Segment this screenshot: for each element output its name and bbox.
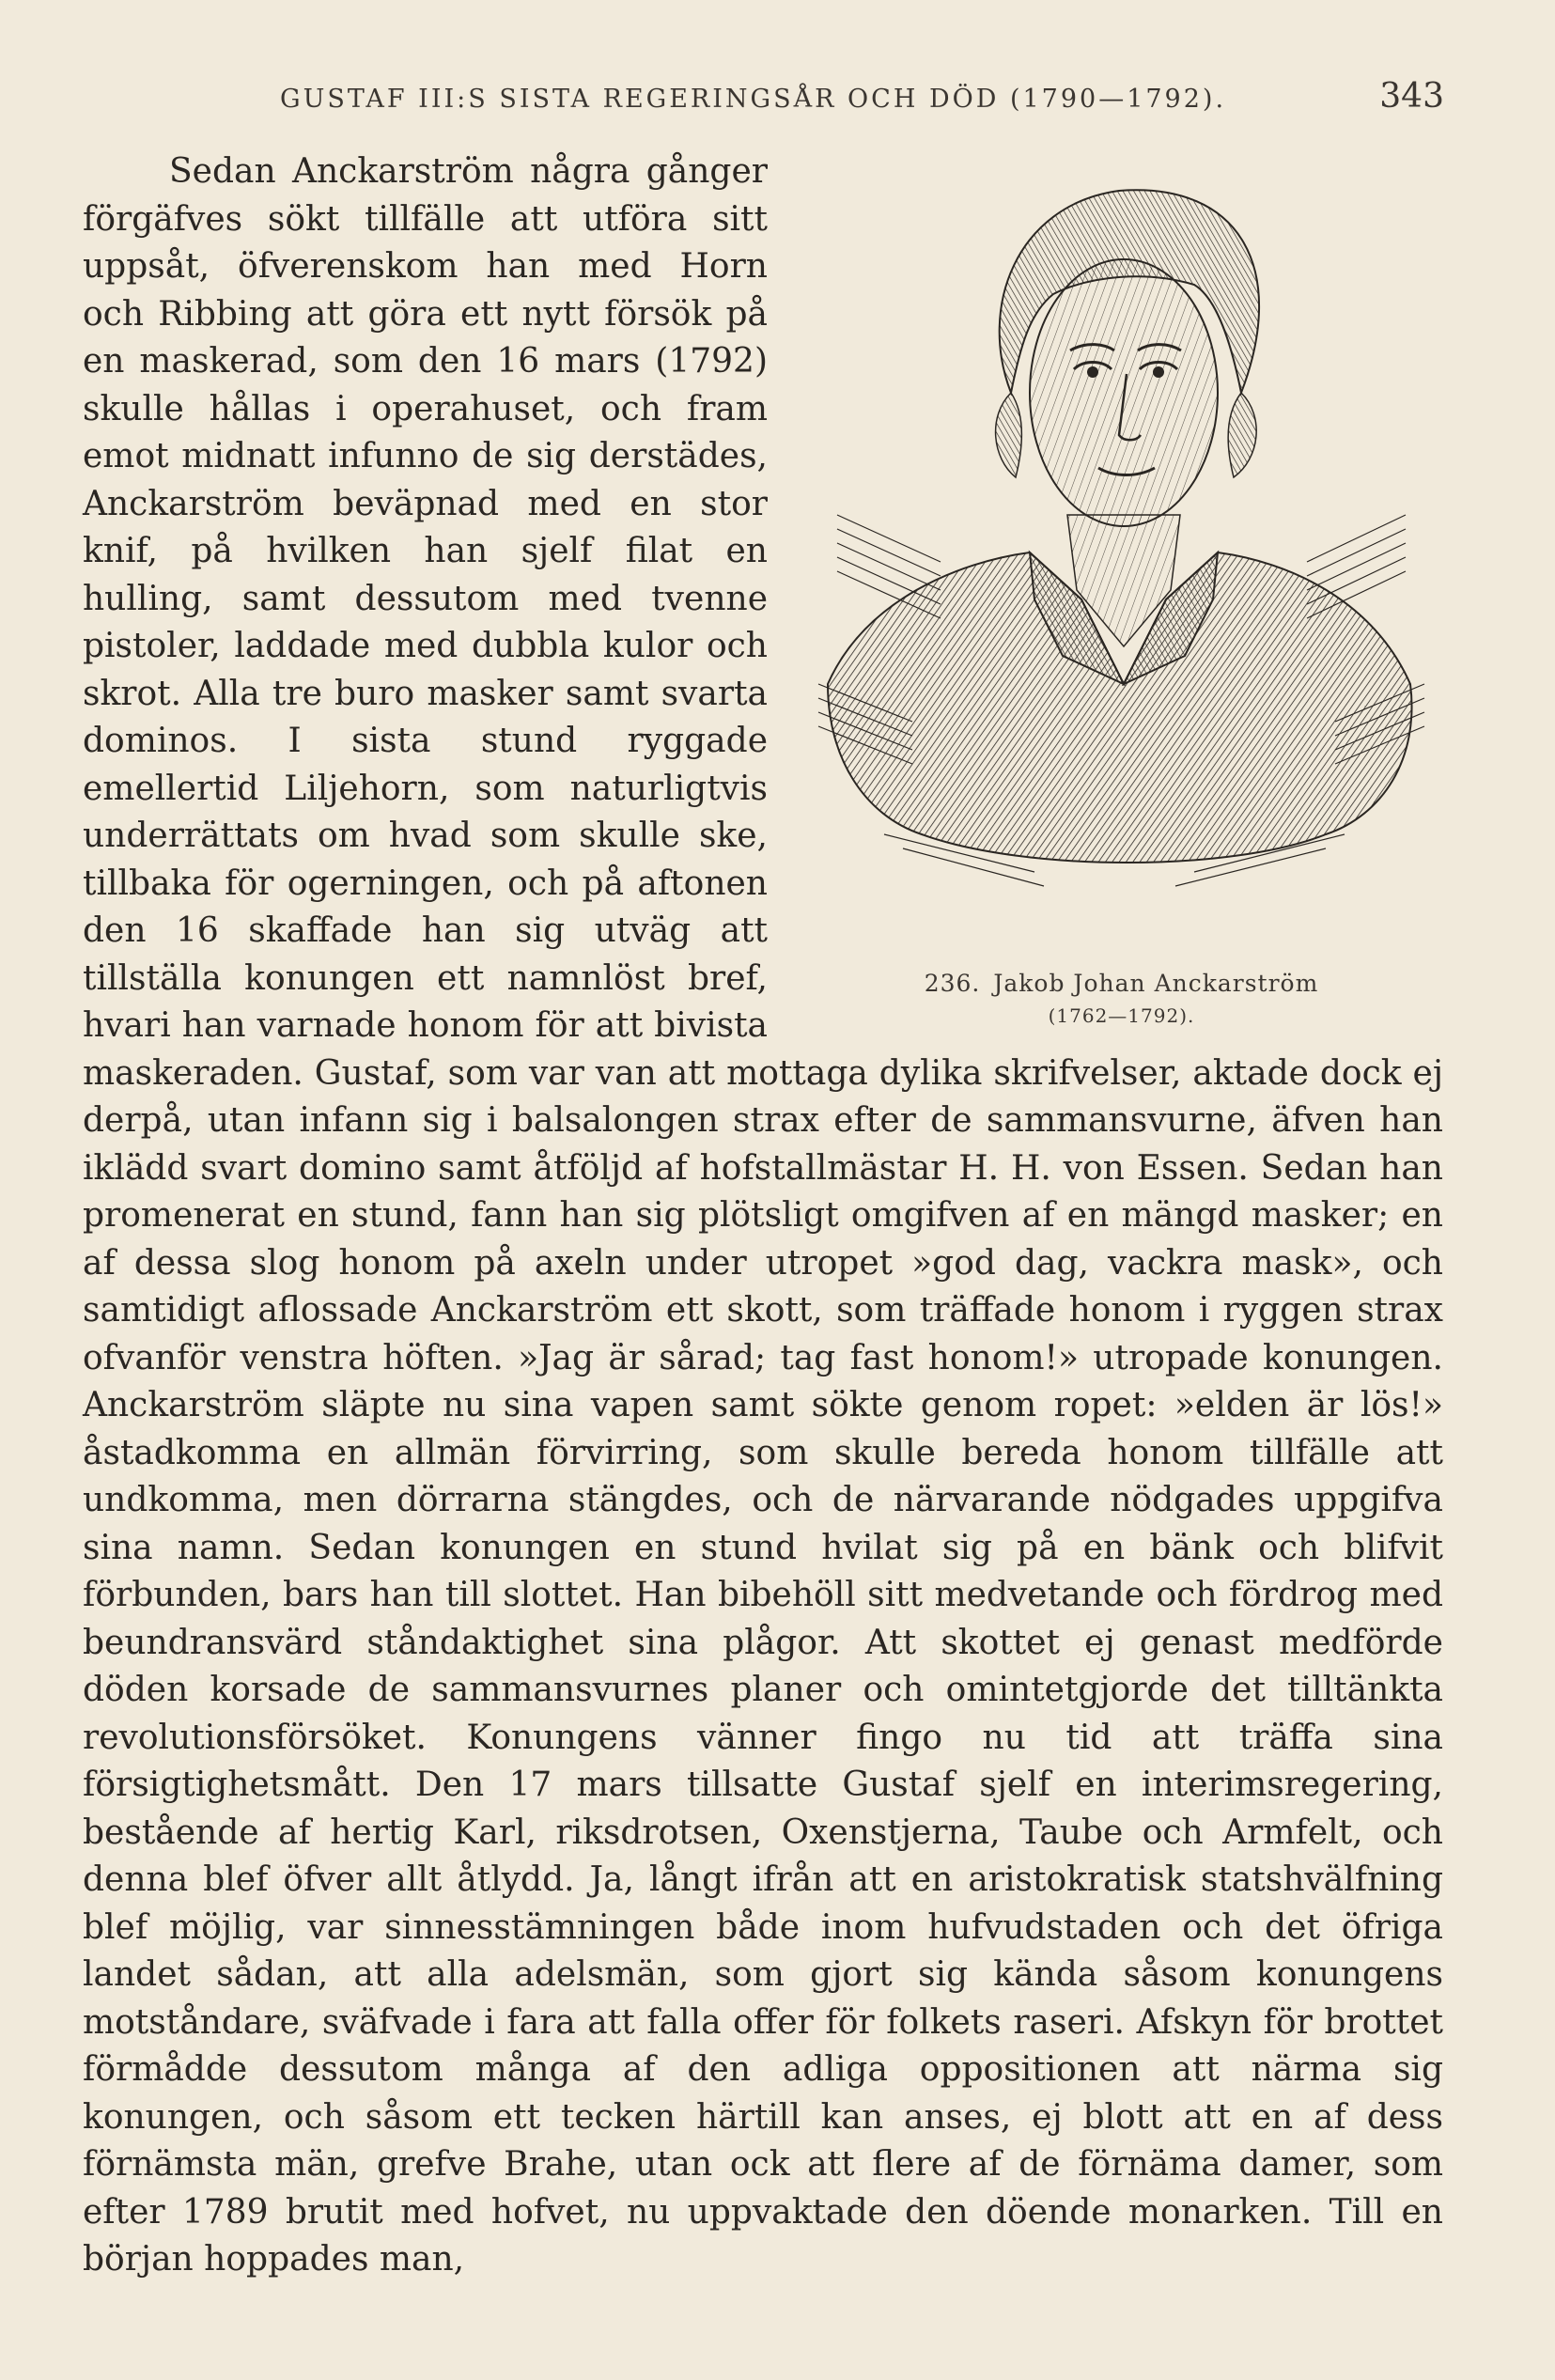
page-header xyxy=(83,73,1444,124)
figure-subject-name: Jakob Johan Anckarström xyxy=(993,970,1319,997)
main-paragraph: Sedan Anckarström några gånger förgäfves sökt tillfälle att utföra sitt uppsåt, öfverenskom han med Horn och Ribbing att göra ett nytt försök på en maskerad, som den 16 mars (1792) skulle hållas i operahuset, och fram emot midnatt infunno de sig derstädes, Anckarström beväpnad med en stor knif, på hvilken han sjelf filat en hulling, samt dessutom med tvenne pistoler, laddade med dubbla kulor och skrot. Alla tre buro masker samt svarta dominos. I sista stund ryggade emellertid Liljehorn, som naturligtvis underrättats om hvad som skulle ske, tillbaka för ogerningen, och på aftonen den 16 skaffade han sig utväg att tillställa konungen ett namnlöst bref, hvari han varnade honom för att bivista maskeraden. Gustaf, som var van att mottaga dylika skrifvelser, aktade dock ej derpå, utan infann sig i balsalongen strax efter de sammansvurne, äfven han iklädd svart domino samt åtföljd af hofstallmästar H. H. von Essen. Sedan han promenerat en stund, fann han sig plötsligt omgifven af en mängd masker; en af dessa slog honom på axeln under utropet »god dag, vackra mask», och samtidigt aflossade Anckarström ett skott, som träffade honom i ryggen strax ofvanför venstra höften. »Jag är sårad; tag fast honom!» utropade konungen. Anckarström släpte nu sina vapen samt sökte genom ropet: »elden är lös!» åstadkomma en allmän förvirring, som skulle bereda honom tillfälle att undkomma, men dörrarna stängdes, och de närvarande nödgades uppgifva sina namn. Sedan konungen en stund hvilat sig på en bänk och blifvit förbunden, bars han till slottet. Han bibehöll sitt medvetande och fördrog med beundransvärd ståndaktighet sina plågor. Att skottet ej genast medförde döden korsade de sammansvurnes planer och omintetgjorde det tilltänkta revolutionsförsöket. Konungens vänner fingo nu tid att träffa sina försigtighetsmått. Den 17 mars tillsatte Gustaf sjelf en interimsregering, bestående af hertig Karl, riksdrotsen, Oxenstjerna, Taube och Armfelt, och denna blef öfver allt åtlydd. Ja, långt ifrån att en aristokratisk statshvälfning blef möjlig, var sinnesstämningen både inom hufvudstaden och det öfriga landet sådan, att alla adelsmän, som gjort sig kända såsom konungens motståndare, sväfvade i fara att falla offer för folkets raseri. Afskyn för brottet förmådde dessutom många af den adliga oppositionen att närma sig konungen, och såsom ett tecken härtill kan anses, ej blott att en af dess förnämsta män, grefve Brahe, utan ock att flere af de förnäma damer, som efter 1789 brutit med hofvet, nu uppvaktade den döende monarken. Till en början hoppades man, xyxy=(83,152,1443,2279)
running-title: GUSTAF III:S SISTA REGERINGSÅR OCH DÖD (1790—1792). xyxy=(280,85,1227,114)
figure-number: 236. xyxy=(924,970,981,997)
figure-caption xyxy=(800,968,1443,1032)
portrait-engraving xyxy=(800,158,1443,966)
figure-dates: (1762—1792). xyxy=(1048,1004,1195,1027)
portrait-figure xyxy=(800,158,1443,1036)
body-text xyxy=(83,148,1443,2284)
page-number: 343 xyxy=(1379,77,1444,116)
